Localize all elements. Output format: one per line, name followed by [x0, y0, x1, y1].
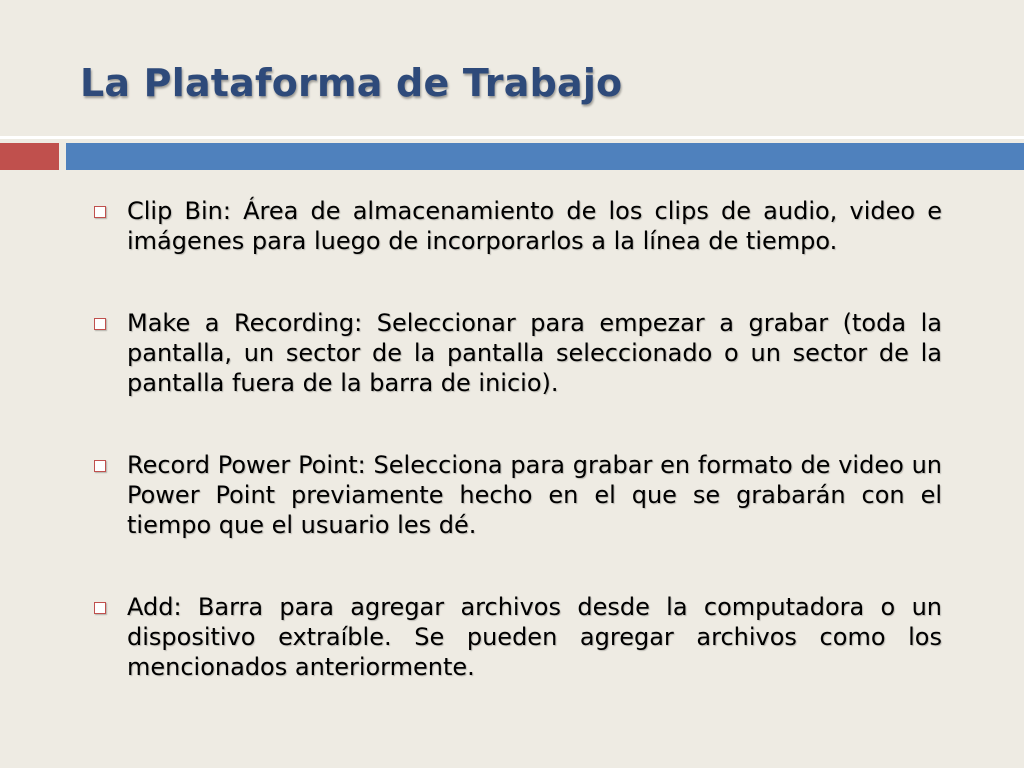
bullet-item-record-power-point — [92, 450, 942, 540]
square-bullet-icon — [94, 460, 106, 472]
bullet-item-clip-bin — [92, 196, 942, 256]
square-bullet-icon — [94, 206, 106, 218]
square-bullet-icon — [94, 602, 106, 614]
bullet-text: Add: Barra para agregar archivos desde la computadora o un dispositivo extraíble. Se pueden agregar archivos como los mencionados anteriormente. — [127, 593, 942, 681]
bullet-text: Clip Bin: Área de almacenamiento de los clips de audio, video e imágenes para luego de incorporarlos a la línea de tiempo. — [127, 197, 942, 255]
accent-bar-red — [0, 143, 59, 170]
bullet-list — [92, 196, 942, 734]
bullet-item-add — [92, 592, 942, 682]
bullet-text: Record Power Point: Selecciona para grabar en formato de video un Power Point previamente hecho en el que se grabarán con el tiempo que el usuario les dé. — [127, 451, 942, 539]
title-divider-line — [0, 136, 1024, 139]
slide-title: La Plataforma de Trabajo — [80, 61, 623, 105]
bullet-text: Make a Recording: Seleccionar para empezar a grabar (toda la pantalla, un sector de la pantalla seleccionado o un sector de la pantalla fuera de la barra de inicio). — [127, 309, 942, 397]
bullet-item-make-a-recording — [92, 308, 942, 398]
square-bullet-icon — [94, 318, 106, 330]
accent-bar-blue — [66, 143, 1024, 170]
